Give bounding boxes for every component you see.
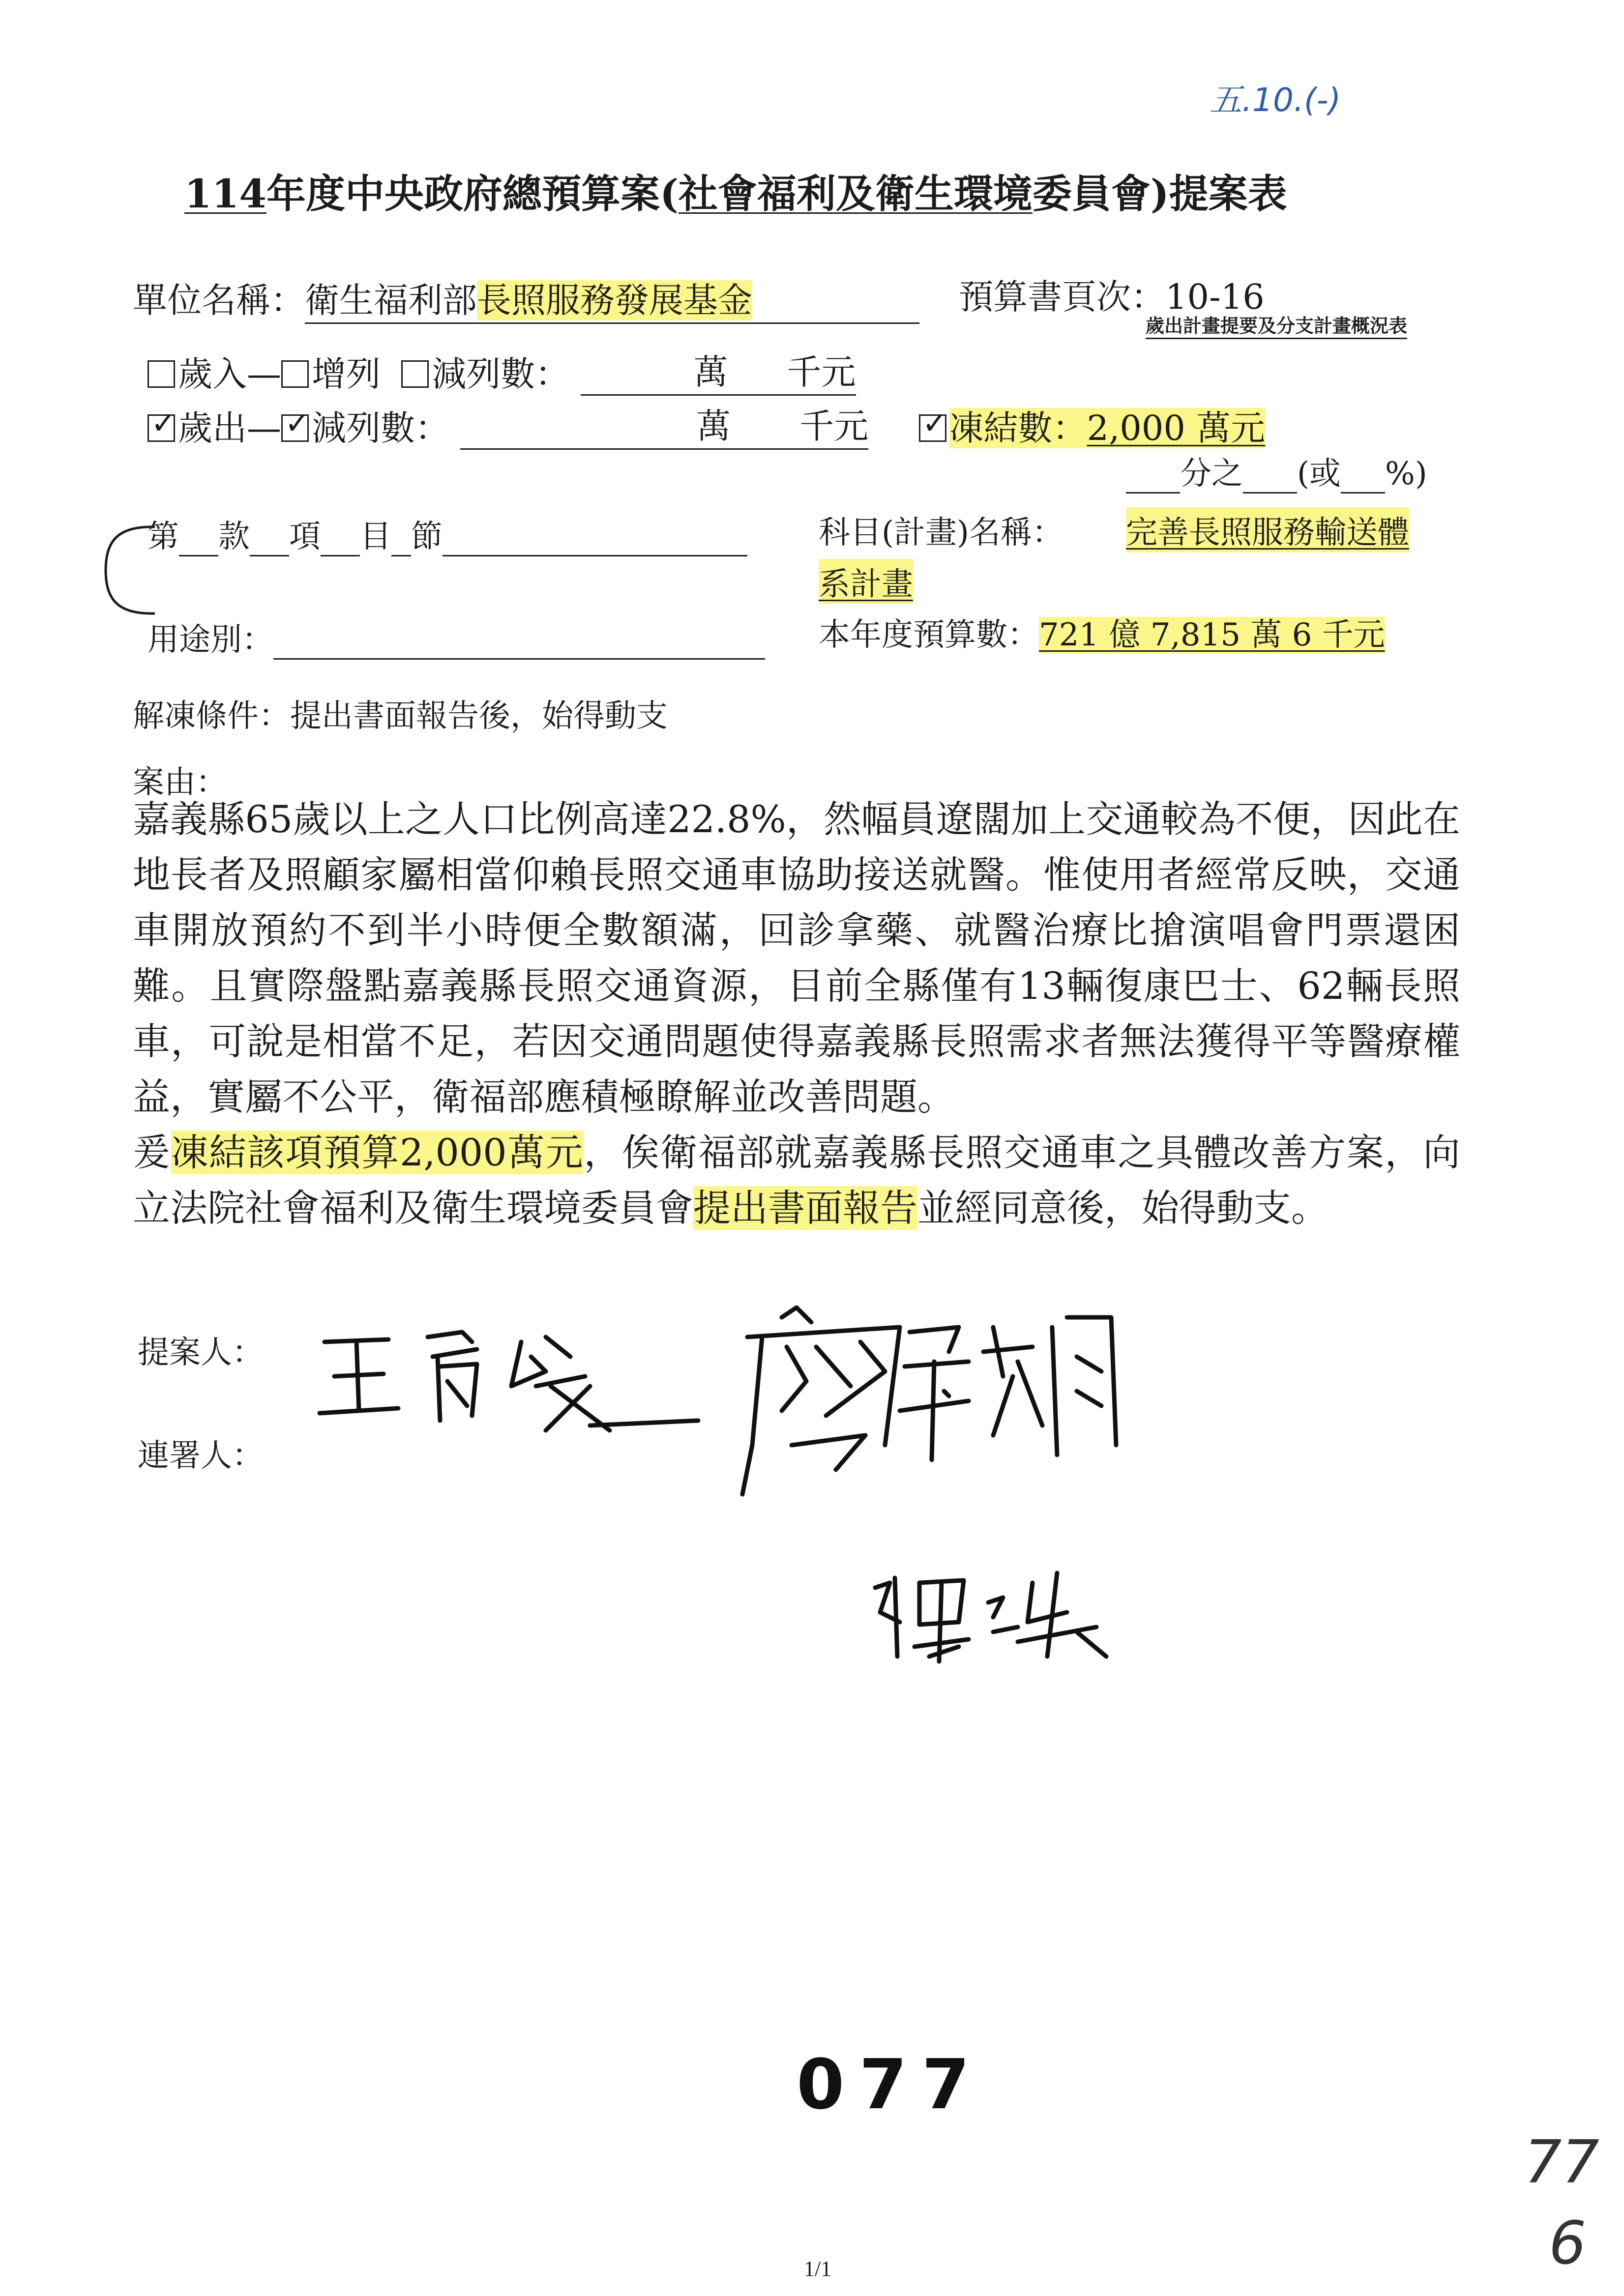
margin-note-1: 77: [1524, 2128, 1599, 2197]
case-paragraph-1: 嘉義縣65歲以上之人口比例高達22.8%，然幅員遼闊加上交通較為不便，因此在地長者及照顧家屬相當仰賴長照交通車協助接送就醫。惟使用者經常反映，交通車開放預約不到半小時便全數額滿，回診拿藥、就醫治療比搶演唱會門票還困難。且實際盤點嘉義縣長照交通資源，目前全縣僅有13輛復康巴士、62輛長照車，可說是相當不足，若因交通問題使得嘉義縣長照需求者無法獲得平等醫療權益，實屬不公平，衛福部應積極瞭解並改善問題。: [133, 797, 1460, 1119]
revenue-wan: 萬: [693, 352, 728, 392]
expenditure-decrease-checkbox: [281, 414, 309, 442]
revenue-qian: 千元: [787, 352, 856, 392]
freeze-highlight: 凍結該項預算2,000萬元: [171, 1131, 584, 1174]
item-row: [148, 511, 747, 556]
fraction-row: [1126, 448, 1427, 494]
budget-page-sub: 歲出計畫提要及分支計畫概況表: [1146, 311, 1407, 339]
case-paragraph-2: 爰凍結該項預算2,000萬元，俟衛福部就嘉義縣長照交通車之具體改善方案，向立法院社會福利及衛生環境委員會提出書面報告並經同意後，始得動支。: [133, 1131, 1461, 1230]
budget-page-ref: 預算書頁次：10-16: [959, 277, 1265, 317]
use-label: 用途別：: [148, 622, 273, 658]
case-label: 案由：: [133, 764, 227, 801]
unit-ministry: 衛生福利部: [305, 280, 477, 320]
fraction-pct: %): [1385, 456, 1427, 492]
expenditure-qian: 千元: [799, 406, 869, 446]
proposer-label: 提案人：: [138, 1335, 264, 1371]
title-committee: 社會福利及衛生環境: [678, 171, 1033, 217]
cosigner-label: 連署人：: [138, 1438, 264, 1474]
budget-label: 本年度預算數：: [819, 617, 1039, 653]
program-name-line1: 完善長照服務輸送體: [1126, 507, 1409, 552]
fraction-huo: (或: [1297, 456, 1341, 492]
unit-name-field: [305, 273, 919, 324]
margin-note-2: 6: [1549, 2209, 1587, 2278]
item-xiang: 項: [289, 519, 321, 555]
item-di: 第: [148, 519, 179, 555]
title-mid: 年度中央政府總預算案(: [266, 171, 679, 217]
expenditure-label: 歲出—: [178, 408, 281, 448]
revenue-label: 歲入—: [178, 354, 281, 394]
revenue-row: [148, 347, 856, 396]
case-body: [133, 791, 1460, 1236]
expenditure-amount-field: [460, 408, 868, 450]
revenue-increase-label: 增列: [312, 354, 381, 394]
cosigner-signature-2: [870, 1558, 1136, 1671]
freeze-label: 凍結數：: [949, 408, 1087, 448]
item-jie: 節: [411, 519, 443, 555]
corner-mark: 五.10.(-): [1210, 81, 1341, 119]
unfreeze-condition: 解凍條件：提出書面報告後，始得動支: [133, 698, 668, 734]
revenue-decrease-label: 減列數：: [432, 354, 570, 394]
proposer-signature: [315, 1327, 708, 1440]
revenue-decrease-checkbox: [401, 360, 429, 388]
program-name-line2: 系計畫: [819, 559, 913, 604]
cosigner-signature-1: [738, 1298, 1151, 1504]
title-year: 114: [184, 171, 266, 217]
budget-amount: 721 億 7,815 萬 6 千元: [1039, 617, 1385, 653]
item-kuan: 款: [218, 519, 250, 555]
fraction-fen: 分之: [1180, 456, 1243, 492]
unit-row: [133, 273, 919, 324]
freeze-amount: 2,000 萬元: [1087, 408, 1266, 448]
page-title: [184, 162, 1287, 219]
report-highlight: 提出書面報告: [693, 1186, 917, 1230]
expenditure-checkbox: [148, 414, 175, 442]
title-tail: 委員會)提案表: [1032, 171, 1287, 217]
freeze-checkbox: [919, 414, 946, 442]
page-fraction: 1/1: [804, 2257, 832, 2281]
program-label: 科目(計畫)名稱：: [819, 515, 1063, 551]
unit-fund: 長照服務發展基金: [477, 280, 752, 320]
expenditure-decrease-label: 減列數：: [312, 408, 449, 448]
budget-row: [819, 610, 1385, 655]
item-mu: 目: [360, 519, 391, 555]
page-number: 077: [797, 2045, 985, 2125]
expenditure-wan: 萬: [696, 406, 731, 446]
unit-label: 單位名稱：: [133, 280, 305, 320]
revenue-increase-checkbox: [281, 360, 309, 388]
expenditure-row: [148, 401, 1265, 450]
use-row: [148, 614, 765, 660]
revenue-checkbox: [148, 360, 175, 388]
revenue-amount-field: [581, 354, 856, 396]
